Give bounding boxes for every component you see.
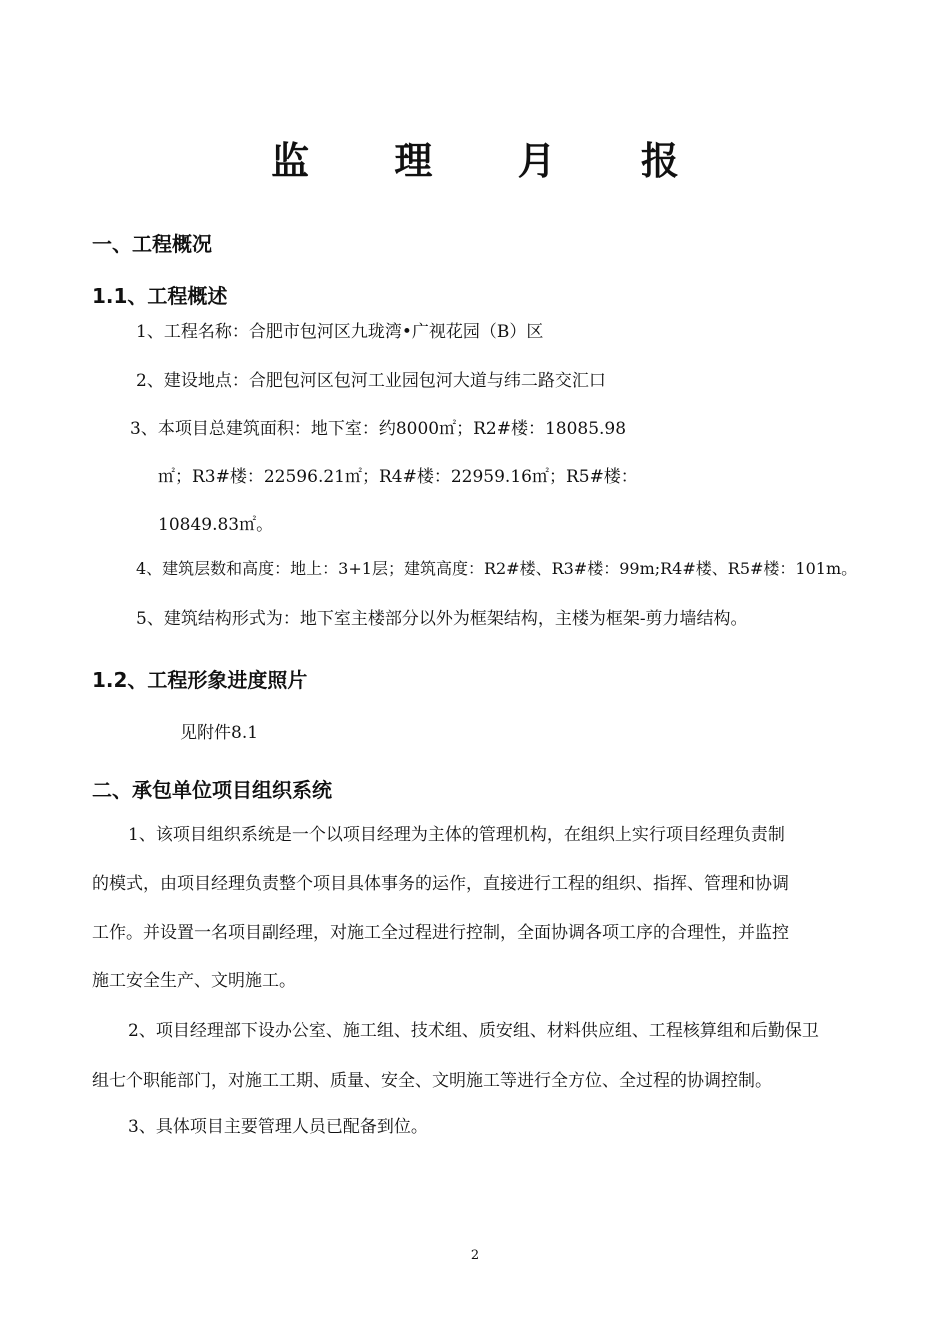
page-title: 监 理 月 报 — [271, 139, 715, 183]
subsection-heading-summary: 1.1、工程概述 — [92, 284, 228, 308]
org-paragraph-line: 2、项目经理部下设办公室、施工组、技术组、质安组、材料供应组、工程核算组和后勤保卫 — [128, 1021, 819, 1041]
item-area-cont1: ㎡；R3#楼：22596.21㎡；R4#楼：22959.16㎡；R5#楼： — [158, 467, 638, 487]
item-area: 3、本项目总建筑面积：地下室：约8000㎡；R2#楼：18085.98 — [130, 419, 627, 439]
item-structure: 5、建筑结构形式为：地下室主楼部分以外为框架结构，主楼为框架-剪力墙结构。 — [136, 609, 748, 629]
org-paragraph-line: 组七个职能部门，对施工工期、质量、安全、文明施工等进行全方位、全过程的协调控制。 — [92, 1071, 772, 1091]
org-paragraph-line: 施工安全生产、文明施工。 — [92, 971, 296, 991]
subsection-heading-photos: 1.2、工程形象进度照片 — [92, 668, 308, 692]
org-paragraph-line: 3、具体项目主要管理人员已配备到位。 — [128, 1117, 428, 1137]
org-paragraph-line: 的模式，由项目经理负责整个项目具体事务的运作，直接进行工程的组织、指挥、管理和协调 — [92, 874, 789, 894]
section-heading-overview: 一、工程概况 — [92, 232, 212, 256]
item-floors-height: 4、建筑层数和高度：地上：3+1层；建筑高度：R2#楼、R3#楼：99m;R4#楼、R5#楼：101m。 — [136, 559, 858, 578]
item-area-cont2: 10849.83㎡。 — [158, 515, 274, 535]
item-project-name: 1、工程名称：合肥市包河区九珑湾•广视花园（B）区 — [136, 322, 544, 342]
section-heading-organization: 二、承包单位项目组织系统 — [92, 778, 332, 802]
org-paragraph-line: 1、该项目组织系统是一个以项目经理为主体的管理机构，在组织上实行项目经理负责制 — [128, 825, 785, 845]
page-number: 2 — [470, 1248, 480, 1263]
photos-reference: 见附件8.1 — [180, 723, 259, 743]
org-paragraph-line: 工作。并设置一名项目副经理，对施工全过程进行控制，全面协调各项工序的合理性，并监控 — [92, 923, 789, 943]
item-location: 2、建设地点：合肥包河区包河工业园包河大道与纬二路交汇口 — [136, 371, 606, 391]
